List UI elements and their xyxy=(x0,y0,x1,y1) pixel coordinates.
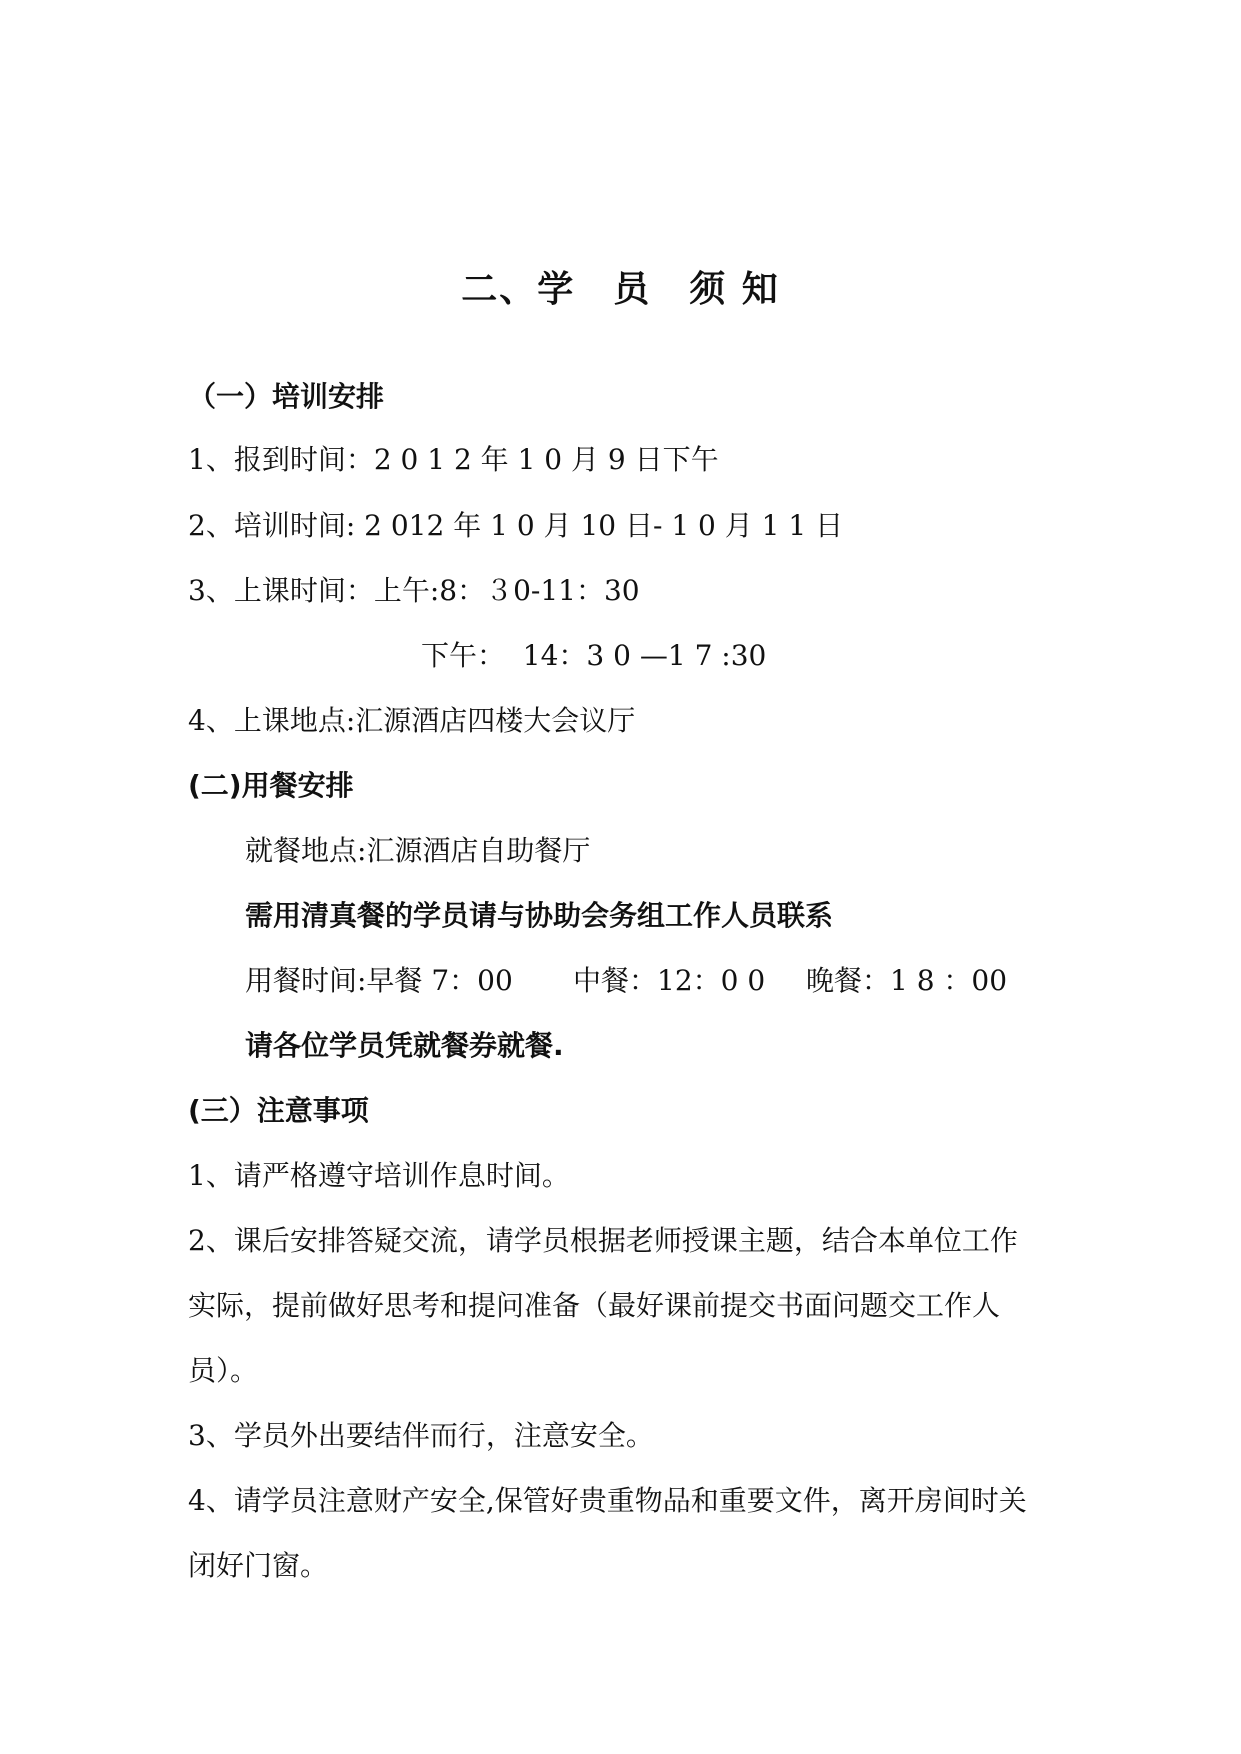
meal-location: 就餐地点:汇源酒店自助餐厅 xyxy=(245,834,591,867)
note-item-2-line-2: 实际，提前做好思考和提问准备（最好课前提交书面问题交工作人 xyxy=(188,1289,1001,1322)
note-item-2-line-1: 2、课后安排答疑交流，请学员根据老师授课主题，结合本单位工作 xyxy=(188,1224,1018,1257)
section-heading-training: （一）培训安排 xyxy=(188,380,385,413)
meal-time-dinner: 晚餐：1 8 ：00 xyxy=(806,964,1008,997)
section-heading-meals: (二)用餐安排 xyxy=(188,769,354,802)
meal-voucher-note: 请各位学员凭就餐券就餐. xyxy=(245,1029,564,1062)
section-heading-notes: (三）注意事项 xyxy=(188,1094,369,1127)
class-time-morning: 3、上课时间：上午:8：３0-11：30 xyxy=(188,574,640,607)
class-time-afternoon: 下午： 14：3 0 —1 7 :30 xyxy=(421,639,767,672)
meal-time-breakfast: 用餐时间:早餐 7：00 xyxy=(245,964,513,997)
note-item-4-line-2: 闭好门窗。 xyxy=(188,1549,329,1582)
note-item-4-line-1: 4、请学员注意财产安全,保管好贵重物品和重要文件，离开房间时关 xyxy=(188,1484,1027,1517)
note-item-1: 1、请严格遵守培训作息时间。 xyxy=(188,1159,570,1192)
meal-time-lunch: 中餐：12：0 0 xyxy=(573,964,766,997)
training-time: 2、培训时间: 2 012 年 1 0 月 10 日- 1 0 月 1 1 日 xyxy=(188,509,844,542)
halal-meal-note: 需用清真餐的学员请与协助会务组工作人员联系 xyxy=(245,899,834,932)
report-time: 1、报到时间：2 0 1 2 年 1 0 月 9 日下午 xyxy=(188,443,719,476)
class-location: 4、上课地点:汇源酒店四楼大会议厅 xyxy=(188,704,636,737)
note-item-3: 3、学员外出要结伴而行，注意安全。 xyxy=(188,1419,654,1452)
page-title: 二、学 员 须 知 xyxy=(461,269,780,310)
note-item-2-line-3: 员）。 xyxy=(188,1354,259,1387)
